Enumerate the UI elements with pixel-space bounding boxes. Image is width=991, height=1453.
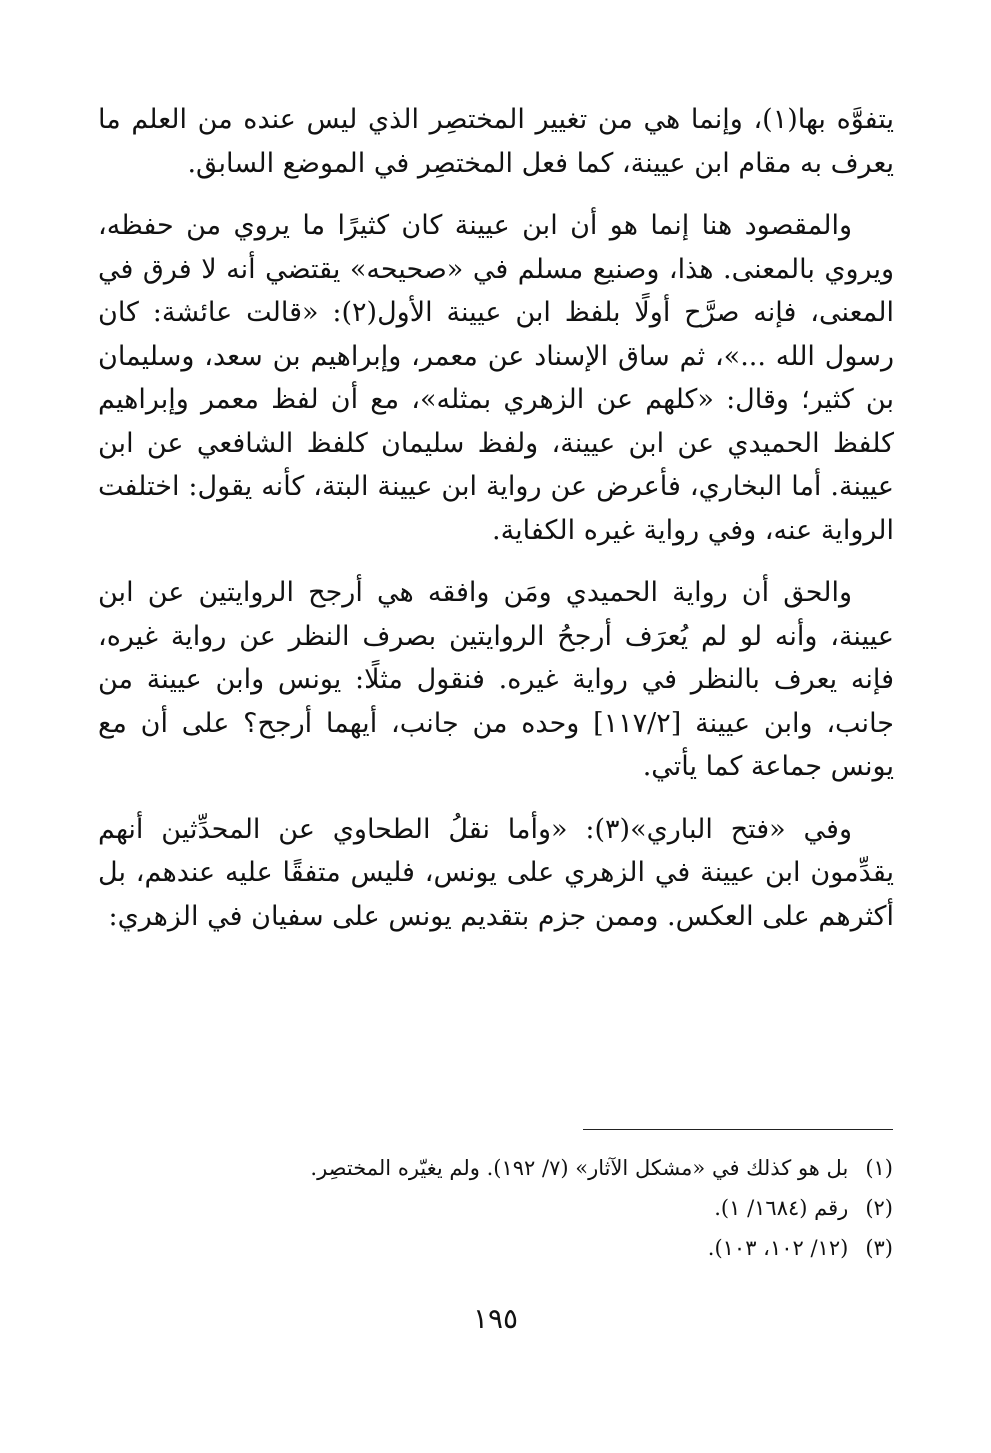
footnotes [97, 1148, 893, 1268]
footnote-number: (٣) [865, 1236, 893, 1260]
page-number: ١٩٥ [472, 1302, 519, 1335]
paragraph-1: يتفوَّه بها(١)، وإنما هي من تغيير المختصِر الذي ليس عنده من العلم ما يعرف به مقام ابن عيينة، كما فعل المختصِر في الموضع السابق. [98, 104, 894, 179]
main-text [98, 98, 894, 957]
paragraph-3: والحق أن رواية الحميدي ومَن وافقه هي أرجح الروايتين عن ابن عيينة، وأنه لو لم يُعرَف أرجحُ الروايتين بصرف النظر عن رواية غيره، فإنه يعرف بالنظر في رواية غيره. فنقول مثلًا: يونس وابن عيينة من جانب، وابن عيينة [١١٧/٢] وحده من جانب، أيهما أرجح؟ على أن مع يونس جماعة كما يأتي. [98, 577, 894, 782]
paragraph-4: وفي «فتح الباري»(٣): «وأما نقلُ الطحاوي عن المحدِّثين أنهم يقدِّمون ابن عيينة في الزهري على يونس، فليس متفقًا عليه عندهم، بل أكثرهم على العكس. وممن جزم بتقديم يونس على سفيان في الزهري: [98, 813, 894, 932]
footnote-3 [97, 1228, 893, 1268]
paragraph-2: والمقصود هنا إنما هو أن ابن عيينة كان كثيرًا ما يروي من حفظه، ويروي بالمعنى. هذا، وصنيع مسلم في «صحيحه» يقتضي أنه لا فرق في المعنى، فإنه صرَّح أولًا بلفظ ابن عيينة الأول(٢): «قالت عائشة: كان رسول الله ...»، ثم ساق الإسناد عن معمر، وإبراهيم بن سعد، وسليمان بن كثير؛ وقال: «كلهم عن الزهري بمثله»، مع أن لفظ معمر وإبراهيم كلفظ الحميدي عن ابن عيينة، ولفظ سليمان كلفظ الشافعي عن ابن عيينة. أما البخاري، فأعرض عن رواية ابن عيينة البتة، كأنه يقول: اختلفت الرواية عنه، وفي رواية غيره الكفاية. [98, 210, 895, 546]
footnote-1 [97, 1148, 893, 1188]
footnote-2 [97, 1188, 893, 1228]
footnote-number: (٢) [865, 1196, 893, 1220]
footnote-text: رقم (١٦٨٤/ ١). [714, 1196, 849, 1220]
footnote-text: بل هو كذلك في «مشكل الآثار» (٧/ ١٩٢). ولم يغيّره المختصِر. [310, 1156, 849, 1180]
footnote-divider [583, 1129, 893, 1130]
footnote-text: (١٢/ ١٠٢، ١٠٣). [707, 1236, 849, 1260]
footnote-number: (١) [865, 1156, 893, 1180]
